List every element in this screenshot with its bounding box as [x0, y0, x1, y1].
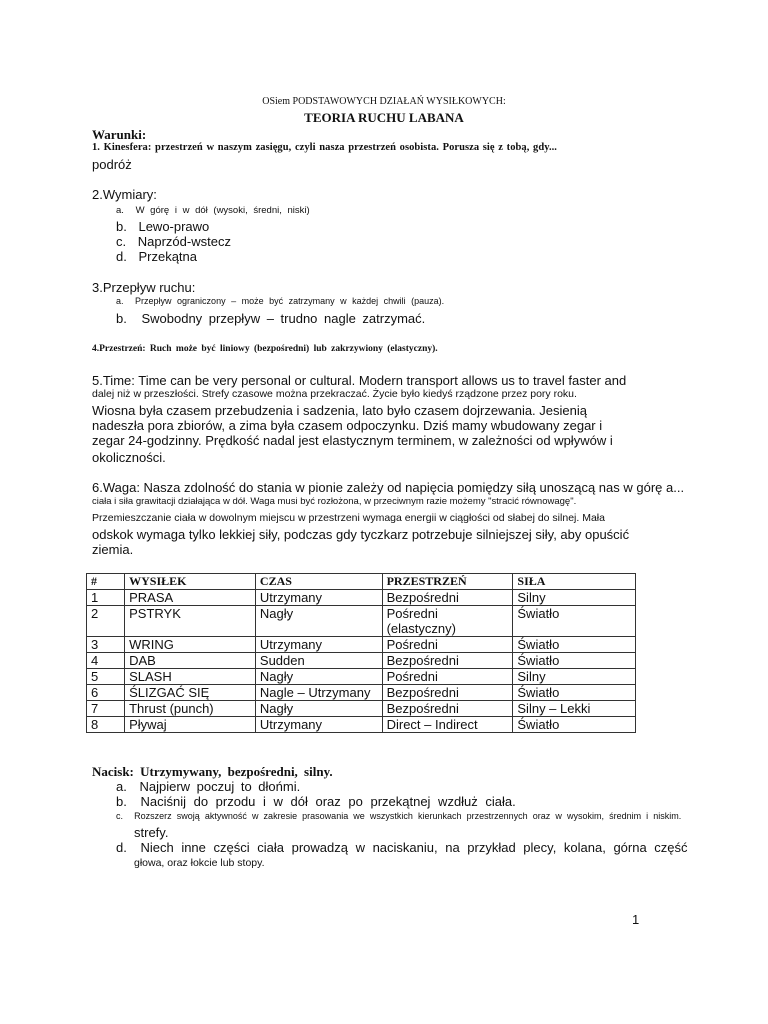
wymiary-item-a: [116, 205, 310, 216]
table-cell: Światło: [513, 606, 636, 637]
table-row: [87, 717, 636, 733]
kinesfera-paragraph: 1. Kinesfera: przestrzeń w naszym zasięgu, czyli nasza przestrzeń osobista. Porusza się z tobą, gdy...: [92, 142, 557, 153]
table-header-cell: SIŁA: [513, 574, 636, 590]
table-cell: 4: [87, 653, 125, 669]
table-cell: PSTRYK: [125, 606, 256, 637]
table-cell: SLASH: [125, 669, 256, 685]
table-cell: Utrzymany: [255, 590, 382, 606]
table-row: [87, 669, 636, 685]
table-cell: Nagły: [255, 606, 382, 637]
przeplyw-item-b: [116, 311, 425, 326]
list-marker: c.: [116, 811, 124, 821]
nacisk-item-c: [116, 811, 681, 821]
table-cell: Pośredni (elastyczny): [382, 606, 513, 637]
table-cell: Thrust (punch): [125, 701, 256, 717]
time-line-6: okoliczności.: [92, 450, 166, 465]
nacisk-item-d: [116, 840, 688, 855]
list-marker: b.: [116, 219, 127, 234]
table-cell: Bezpośredni: [382, 701, 513, 717]
kinesfera-continuation: podróż: [92, 157, 132, 172]
list-text: Przekątna: [138, 249, 198, 264]
list-text: W górę i w dół (wysoki, średni, niski): [135, 205, 310, 216]
document-subtitle: OSiem PODSTAWOWYCH DZIAŁAŃ WYSIŁKOWYCH:: [262, 96, 506, 107]
list-text: Niech inne części ciała prowadzą w naciskaniu, na przykład plecy, kolana, górna część: [140, 840, 688, 855]
table-cell: Silny: [513, 669, 636, 685]
table-cell: 3: [87, 637, 125, 653]
page-number: 1: [632, 912, 640, 927]
table-cell: Silny – Lekki: [513, 701, 636, 717]
warunki-heading: Warunki:: [92, 127, 147, 142]
time-line-3: Wiosna była czasem przebudzenia i sadzenia, lato było czasem dojrzewania. Jesienią: [92, 403, 587, 418]
time-line-4: nadeszła pora zbiorów, a zima była czasem odpoczynku. Dziś mamy wbudowany zegar i: [92, 418, 603, 433]
nacisk-item-c-continuation: strefy.: [134, 825, 169, 840]
table-cell: 1: [87, 590, 125, 606]
wymiary-item-b: [116, 219, 209, 234]
list-marker: b.: [116, 794, 127, 809]
table-cell: Bezpośredni: [382, 653, 513, 669]
wymiary-item-d: [116, 249, 197, 264]
effort-actions-table: [86, 573, 636, 733]
table-cell: 5: [87, 669, 125, 685]
list-marker: d.: [116, 840, 127, 855]
time-line-5: zegar 24-godzinny. Prędkość nadal jest elastycznym terminem, w zależności od wpływów i: [92, 433, 613, 448]
table-cell: Światło: [513, 717, 636, 733]
nacisk-item-b: [116, 794, 516, 809]
table-row: [87, 653, 636, 669]
nacisk-heading: Nacisk: Utrzymywany, bezpośredni, silny.: [92, 764, 333, 779]
table-header-cell: PRZESTRZEŃ: [382, 574, 513, 590]
table-row: [87, 606, 636, 637]
przeplyw-item-a: [116, 296, 444, 306]
table-row: [87, 701, 636, 717]
waga-line-3: Przemieszczanie ciała w dowolnym miejscu w przestrzeni wymaga energii w ciągłości od słabej do silnej. Mała: [92, 512, 605, 524]
table-row: [87, 637, 636, 653]
list-marker: a.: [116, 296, 124, 306]
list-text: Przepływ ograniczony – może być zatrzymany w każdej chwili (pauza).: [135, 296, 445, 306]
table-cell: Utrzymany: [255, 637, 382, 653]
time-line-2: dalej niż w przeszłości. Strefy czasowe można przekraczać. Życie było kiedyś rządzone przez pory roku.: [92, 388, 577, 400]
wymiary-item-c: [116, 234, 231, 249]
table-cell: Światło: [513, 685, 636, 701]
waga-line-2: ciała i siła grawitacji działająca w dół. Waga musi być rozłożona, w przeciwnym razie możemy "stracić równowagę".: [92, 496, 577, 507]
list-text: Swobodny przepływ – trudno nagle zatrzymać.: [141, 311, 426, 326]
table-cell: Pośredni: [382, 669, 513, 685]
wymiary-heading: 2.Wymiary:: [92, 187, 157, 202]
table-header-cell: #: [87, 574, 125, 590]
nacisk-item-a: [116, 779, 300, 794]
table-cell: Światło: [513, 637, 636, 653]
table-cell: Światło: [513, 653, 636, 669]
table-cell: WRING: [125, 637, 256, 653]
table-cell: Direct – Indirect: [382, 717, 513, 733]
table-cell: DAB: [125, 653, 256, 669]
table-header-cell: WYSIŁEK: [125, 574, 256, 590]
table-cell: Bezpośredni: [382, 590, 513, 606]
table-cell: Nagły: [255, 669, 382, 685]
list-text: Naprzód-wstecz: [137, 234, 231, 249]
nacisk-item-d-continuation: głowa, oraz łokcie lub stopy.: [134, 857, 265, 869]
table-header-row: [87, 574, 636, 590]
list-marker: b.: [116, 311, 127, 326]
table-header-cell: CZAS: [255, 574, 382, 590]
table-cell: ŚLIZGAĆ SIĘ: [125, 685, 256, 701]
table-cell: Pływaj: [125, 717, 256, 733]
list-text: Rozszerz swoją aktywność w zakresie prasowania we wszystkich kierunkach przestrzennych oraz w wysokim, średnim i niskim.: [134, 811, 682, 821]
list-text: Lewo-prawo: [138, 219, 210, 234]
waga-line-5: ziemia.: [92, 542, 134, 557]
table-cell: Pośredni: [382, 637, 513, 653]
list-text: Naciśnij do przodu i w dół oraz po przekątnej wzdłuż ciała.: [140, 794, 516, 809]
table-cell: Nagle – Utrzymany: [255, 685, 382, 701]
table-cell: 6: [87, 685, 125, 701]
list-marker: a.: [116, 205, 124, 216]
table-cell: PRASA: [125, 590, 256, 606]
list-marker: a.: [116, 779, 127, 794]
table-cell: 8: [87, 717, 125, 733]
document-title: TEORIA RUCHU LABANA: [304, 110, 464, 125]
list-marker: c.: [116, 234, 127, 249]
table-cell: Bezpośredni: [382, 685, 513, 701]
table-cell: Silny: [513, 590, 636, 606]
table-cell: 2: [87, 606, 125, 637]
waga-line-1: 6.Waga: Nasza zdolność do stania w pionie zależy od napięcia pomiędzy siłą unoszącą nas w górę a...: [92, 480, 685, 495]
table-row: [87, 685, 636, 701]
table-cell: Sudden: [255, 653, 382, 669]
table-cell: 7: [87, 701, 125, 717]
przestrzen-paragraph: 4.Przestrzeń: Ruch może być liniowy (bezpośredni) lub zakrzywiony (elastyczny).: [92, 344, 438, 354]
table-row: [87, 590, 636, 606]
table-cell: Nagły: [255, 701, 382, 717]
przeplyw-heading: 3.Przepływ ruchu:: [92, 280, 196, 295]
table-cell: Utrzymany: [255, 717, 382, 733]
time-line-1: 5.Time: Time can be very personal or cultural. Modern transport allows us to travel faster and: [92, 373, 627, 388]
list-text: Najpierw poczuj to dłońmi.: [139, 779, 301, 794]
waga-line-4: odskok wymaga tylko lekkiej siły, podczas gdy tyczkarz potrzebuje silniejszej siły, aby opuścić: [92, 527, 630, 542]
list-marker: d.: [116, 249, 127, 264]
